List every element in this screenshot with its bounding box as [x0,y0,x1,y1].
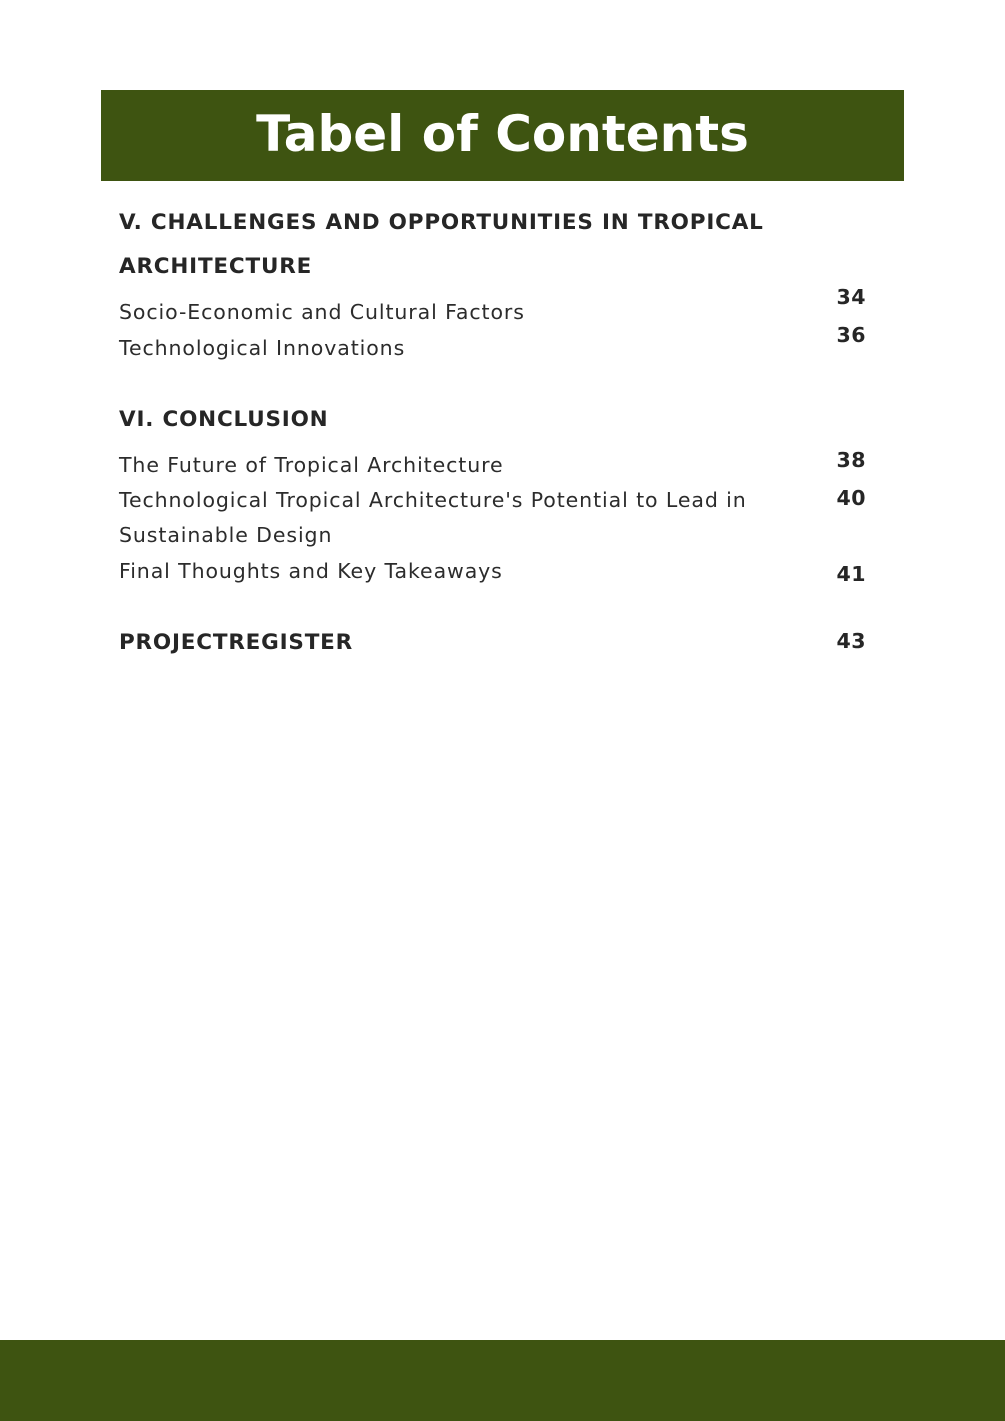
toc-entry-technological-innovations[interactable]: Technological Innovations [119,336,406,360]
section-heading-v[interactable]: V. CHALLENGES AND OPPORTUNITIES IN TROPICAL [119,210,764,235]
page-number: 40 [836,486,866,510]
section-heading-v-continued[interactable]: ARCHITECTURE [119,254,313,279]
page-number: 34 [836,285,866,309]
page-number: 43 [836,629,866,653]
section-heading-vi[interactable]: VI. CONCLUSION [119,407,329,432]
page-title: Tabel of Contents [256,104,749,163]
toc-entry-socio-economic[interactable]: Socio-Economic and Cultural Factors [119,300,525,324]
section-heading-projectregister[interactable]: PROJECTREGISTER [119,630,354,655]
toc-entry-sustainable-design-continued[interactable]: Sustainable Design [119,523,333,547]
title-banner [101,90,904,181]
page-number: 36 [836,323,866,347]
toc-entry-final-thoughts[interactable]: Final Thoughts and Key Takeaways [119,559,503,583]
page-number: 38 [836,448,866,472]
toc-entry-sustainable-design[interactable]: Technological Tropical Architecture's Potential to Lead in [119,488,747,512]
toc-entry-future-tropical-architecture[interactable]: The Future of Tropical Architecture [119,453,504,477]
page-number: 41 [836,562,866,586]
footer-band [0,1340,1005,1421]
